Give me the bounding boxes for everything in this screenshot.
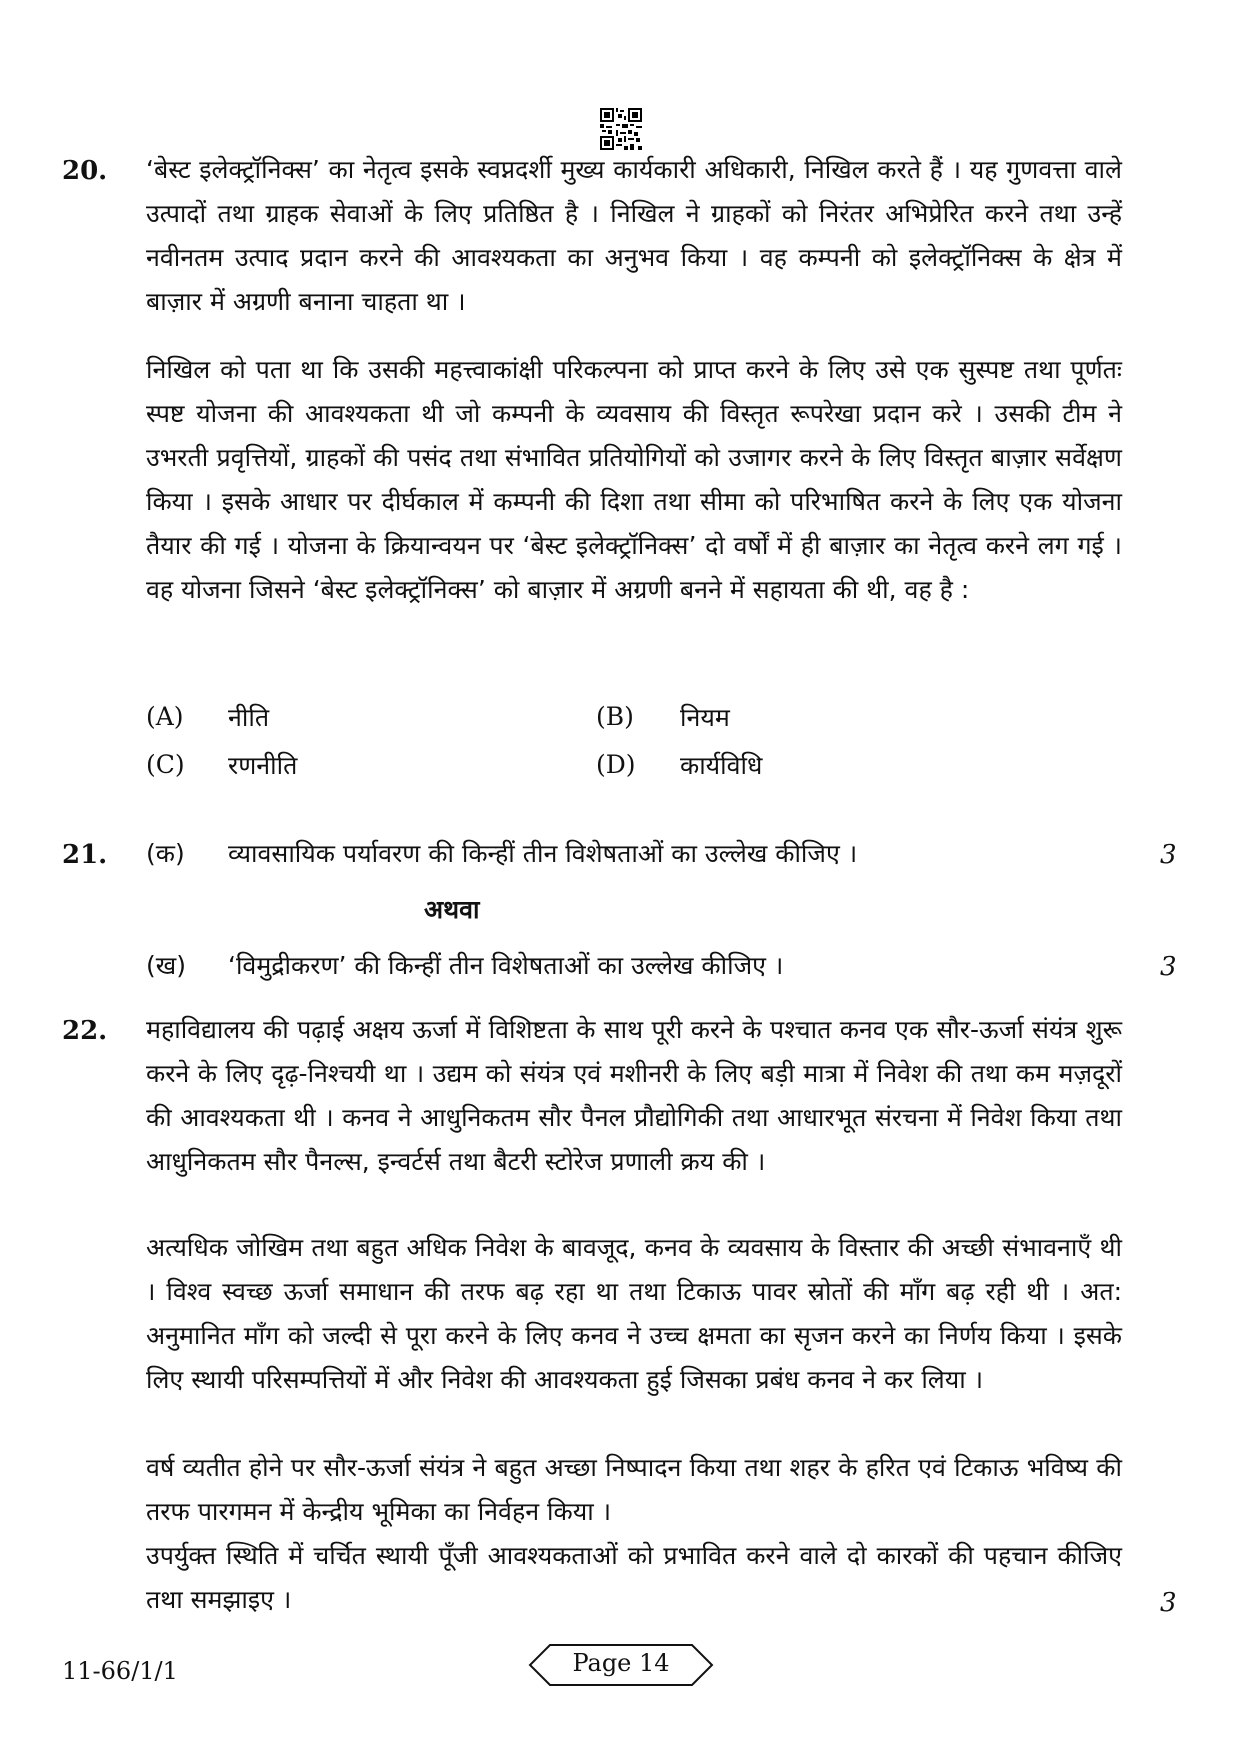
option-letter: (B) bbox=[596, 702, 634, 731]
option-text: नियम bbox=[680, 703, 730, 732]
question-number: 22. bbox=[62, 1016, 108, 1046]
question-paragraph: वर्ष व्यतीत होने पर सौर-ऊर्जा संयंत्र ने बहुत अच्छा निष्पादन किया तथा शहर के हरित एवं टिकाऊ भविष्य की तरफ पारगमन में केन्द्रीय भूमिका का निर्वहन किया । bbox=[146, 1453, 1122, 1526]
option-text: नीति bbox=[228, 703, 270, 732]
marks-label: 3 bbox=[1160, 1588, 1177, 1618]
question-paragraph: उपर्युक्त स्थिति में चर्चित स्थायी पूँजी आवश्यकताओं को प्रभावित करने वाले दो कारकों की पहचान कीजिए तथा समझाइए । bbox=[146, 1541, 1122, 1614]
marks-label: 3 bbox=[1160, 952, 1177, 982]
paper-code: 11-66/1/1 bbox=[62, 1657, 178, 1685]
option-letter: (C) bbox=[146, 750, 185, 779]
page-label: Page 14 bbox=[572, 1649, 670, 1677]
sub-question-text: व्यावसायिक पर्यावरण की किन्हीं तीन विशेषताओं का उल्लेख कीजिए । bbox=[228, 839, 858, 868]
option-letter: (D) bbox=[596, 750, 636, 779]
question-number: 21. bbox=[62, 840, 108, 870]
qr-code-icon bbox=[600, 108, 642, 150]
question-number: 20. bbox=[62, 156, 108, 186]
marks-label: 3 bbox=[1160, 840, 1177, 870]
option-text: रणनीति bbox=[228, 751, 298, 780]
sub-question-text: ‘विमुद्रीकरण’ की किन्हीं तीन विशेषताओं का उल्लेख कीजिए । bbox=[228, 951, 784, 980]
question-paragraph: निखिल को पता था कि उसकी महत्त्वाकांक्षी परिकल्पना को प्राप्त करने के लिए उसे एक सुस्पष्ट तथा पूर्णतः स्पष्ट योजना की आवश्यकता थी जो कम्पनी के व्यवसाय की विस्तृत रूपरेखा प्रदान करे । उसकी टीम ने उभरती प्रवृत्तियों, ग्राहकों की पसंद तथा संभावित प्रतियोगियों को उजागर करने के लिए विस्तृत बाज़ार सर्वेक्षण किया । इसके आधार पर दीर्घकाल में कम्पनी की दिशा तथा सीमा को परिभाषित करने के लिए एक योजना तैयार की गई । योजना के क्रियान्वयन पर ‘बेस्ट इलेक्ट्रॉनिक्स’ दो वर्षों में ही बाज़ार का नेतृत्व करने लग गई । वह योजना जिसने ‘बेस्ट इलेक्ट्रॉनिक्स’ को बाज़ार में अग्रणी बनने में सहायता की थी, वह है : bbox=[146, 355, 1122, 604]
page-number-badge bbox=[528, 1643, 714, 1687]
sub-question-letter: (ख) bbox=[146, 951, 186, 980]
option-text: कार्यविधि bbox=[680, 751, 763, 780]
question-paragraph: अत्यधिक जोखिम तथा बहुत अधिक निवेश के बावजूद, कनव के व्यवसाय के विस्तार की अच्छी संभावनाएँ थी । विश्व स्वच्छ ऊर्जा समाधान की तरफ बढ़ रहा था तथा टिकाऊ पावर स्रोतों की माँग बढ़ रही थी । अत: अनुमानित माँग को जल्दी से पूरा करने के लिए कनव ने उच्च क्षमता का सृजन करने का निर्णय किया । इसके लिए स्थायी परिसम्पत्तियों में और निवेश की आवश्यकता हुई जिसका प्रबंध कनव ने कर लिया । bbox=[146, 1233, 1122, 1394]
option-letter: (A) bbox=[146, 702, 184, 731]
question-paragraph: ‘बेस्ट इलेक्ट्रॉनिक्स’ का नेतृत्व इसके स्वप्नदर्शी मुख्य कार्यकारी अधिकारी, निखिल करते हैं । यह गुणवत्ता वाले उत्पादों तथा ग्राहक सेवाओं के लिए प्रतिष्ठित है । निखिल ने ग्राहकों को निरंतर अभिप्रेरित करने तथा उन्हें नवीनतम उत्पाद प्रदान करने की आवश्यकता का अनुभव किया । वह कम्पनी को इलेक्ट्रॉनिक्स के क्षेत्र में बाज़ार में अग्रणी बनाना चाहता था । bbox=[146, 155, 1122, 316]
question-paragraph: महाविद्यालय की पढ़ाई अक्षय ऊर्जा में विशिष्टता के साथ पूरी करने के पश्चात कनव एक सौर-ऊर्जा संयंत्र शुरू करने के लिए दृढ़-निश्चयी था । उद्यम को संयंत्र एवं मशीनरी के लिए बड़ी मात्रा में निवेश की तथा कम मज़दूरों की आवश्यकता थी । कनव ने आधुनिकतम सौर पैनल प्रौद्योगिकी तथा आधारभूत संरचना में निवेश किया तथा आधुनिकतम सौर पैनल्स, इन्वर्टर्स तथा बैटरी स्टोरेज प्रणाली क्रय की । bbox=[146, 1015, 1122, 1176]
sub-question-letter: (क) bbox=[146, 839, 185, 868]
or-label: अथवा bbox=[424, 895, 480, 924]
